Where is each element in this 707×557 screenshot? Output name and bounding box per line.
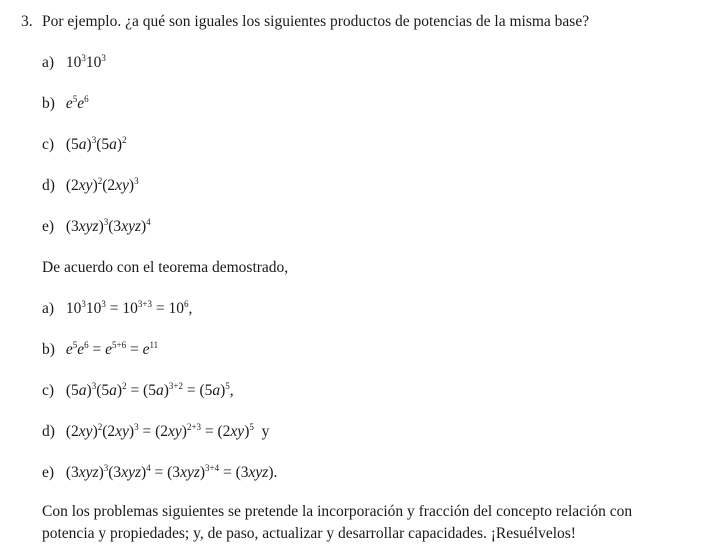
problem-question: Por ejemplo. ¿a qué son iguales los siguientes productos de potencias de la misma base?	[42, 13, 590, 30]
problem-number: 3.	[21, 13, 33, 30]
math-expression: $(3xyz)^3(3xyz)^4 = (3xyz)^{3+4} = (3xyz)$.	[65, 463, 278, 481]
closing-line-2: potencia y propiedades; y, de paso, actualizar y desarrollar capacidades. ¡Resuélvelos!	[42, 525, 576, 542]
item-label: e)	[42, 218, 55, 235]
math-expression: $10^310^3 = 10^{3+3} = 10^6$,	[65, 299, 193, 317]
math-expression: $e^5e^6 = e^{5+6} = e^{11}$	[65, 340, 159, 358]
item-label: c)	[42, 136, 55, 153]
item-label: a)	[42, 300, 55, 317]
closing-line-1: Con los problemas siguientes se pretende la incorporación y fracción del concepto relación con	[42, 503, 633, 520]
math-expression: $(2xy)^2(2xy)^3 = (2xy)^{2+3} = (2xy)^5$ y	[65, 422, 270, 440]
math-expression: $(5a)^3(5a)^2$	[65, 135, 127, 153]
math-expression: $(3xyz)^3(3xyz)^4$	[65, 217, 151, 235]
math-expression: $e^5e^6$	[65, 94, 89, 112]
item-label: d)	[42, 177, 55, 194]
item-label: e)	[42, 464, 55, 481]
item-label: d)	[42, 423, 55, 440]
item-label: b)	[42, 341, 55, 358]
math-expression: $(2xy)^2(2xy)^3$	[65, 176, 139, 194]
closing-paragraph	[42, 501, 696, 545]
math-expression: $(5a)^3(5a)^2 = (5a)^{3+2} = (5a)^5$,	[65, 381, 234, 399]
item-label: c)	[42, 382, 55, 399]
math-expression: $10^310^3$	[65, 53, 106, 71]
item-label: a)	[42, 54, 55, 71]
item-label: b)	[42, 95, 55, 112]
